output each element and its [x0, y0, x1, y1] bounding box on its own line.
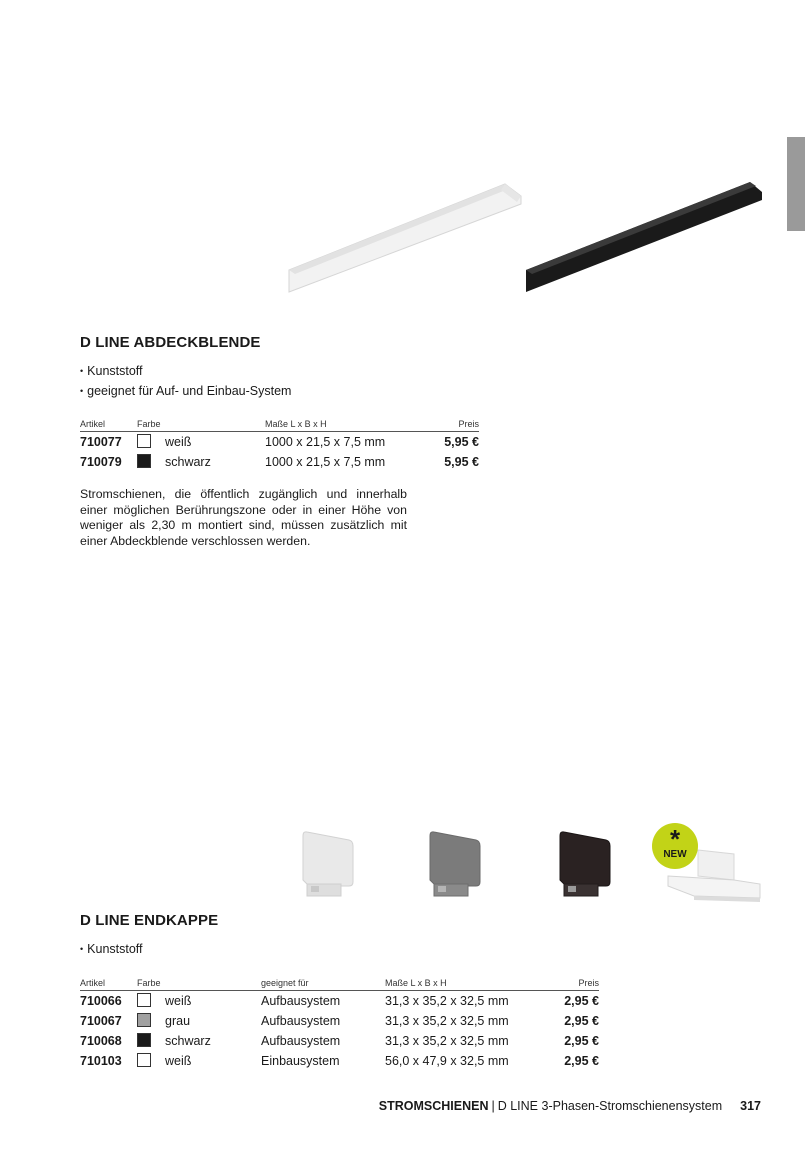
table-header-row [80, 974, 599, 991]
article-number: 710067 [80, 1014, 122, 1028]
dimensions: 31,3 x 35,2 x 32,5 mm [385, 1014, 509, 1028]
color-label: weiß [165, 1053, 192, 1068]
asterisk-icon: * [669, 824, 681, 854]
color-swatch [137, 454, 151, 468]
color-swatch [137, 1013, 151, 1027]
new-badge-label: NEW [663, 849, 687, 860]
color-label: grau [165, 1013, 191, 1028]
endkappe-title: D LINE ENDKAPPE [80, 912, 219, 929]
safety-note: Stromschienen, die öffentlich zugänglich und innerhalb einer möglichen Berührungszone oder in einer Höhe von weniger als 2,30 m montiert sind, müssen zusätzlich mit einer Abdeckblende verschlossen werden. [80, 487, 407, 548]
footer-subtitle: D LINE 3-Phasen-Stromschienensystem [497, 1099, 723, 1113]
footer-separator: | [491, 1099, 495, 1113]
color-label: schwarz [165, 1033, 211, 1048]
table-row [80, 991, 599, 1012]
col-header-preis: Preis [415, 415, 479, 432]
chapter-tab-marker [787, 137, 805, 231]
abdeckblende-feature-list [80, 362, 291, 402]
dimensions: 31,3 x 35,2 x 32,5 mm [385, 1034, 509, 1048]
suitable-for: Aufbausystem [261, 994, 341, 1008]
color-cell [137, 991, 261, 1012]
color-label: schwarz [165, 454, 211, 469]
suitable-for: Einbausystem [261, 1054, 340, 1068]
color-cell [137, 1051, 261, 1071]
color-label: weiß [165, 434, 192, 449]
color-swatch [137, 434, 151, 448]
table-row [80, 1011, 599, 1031]
col-header-artikel: Artikel [80, 415, 137, 432]
feature-item: • geeignet für Auf- und Einbau-System [80, 382, 291, 402]
dimensions: 56,0 x 47,9 x 32,5 mm [385, 1054, 509, 1068]
col-header-masse: Maße L x B x H [385, 974, 539, 991]
price: 2,95 € [564, 1014, 599, 1028]
table-header-row [80, 415, 479, 432]
table-row [80, 1051, 599, 1071]
table-row [80, 432, 479, 453]
price: 5,95 € [444, 455, 479, 469]
price: 5,95 € [444, 435, 479, 449]
col-header-preis: Preis [539, 974, 599, 991]
article-number: 710103 [80, 1054, 122, 1068]
dimensions: 1000 x 21,5 x 7,5 mm [265, 455, 386, 469]
suitable-for: Aufbausystem [261, 1034, 341, 1048]
color-swatch [137, 993, 151, 1007]
dimensions: 31,3 x 35,2 x 32,5 mm [385, 994, 509, 1008]
article-number: 710068 [80, 1034, 122, 1048]
col-header-geeignet: geeignet für [261, 974, 385, 991]
new-badge [652, 823, 698, 869]
price: 2,95 € [564, 1034, 599, 1048]
feature-item: • Kunststoff [80, 362, 291, 382]
abdeckblende-title: D LINE ABDECKBLENDE [80, 334, 261, 351]
color-cell [137, 1031, 261, 1051]
price: 2,95 € [564, 994, 599, 1008]
page-footer [379, 1099, 761, 1113]
end-cap-white-image [295, 828, 361, 900]
suitable-for: Aufbausystem [261, 1014, 341, 1028]
col-header-farbe: Farbe [137, 415, 265, 432]
col-header-masse: Maße L x B x H [265, 415, 415, 432]
article-number: 710077 [80, 435, 122, 449]
color-label: weiß [165, 993, 192, 1008]
col-header-artikel: Artikel [80, 974, 137, 991]
color-swatch [137, 1053, 151, 1067]
end-cap-black-image [552, 828, 618, 900]
article-number: 710079 [80, 455, 122, 469]
table-row [80, 452, 479, 472]
endkappe-table [80, 974, 599, 1071]
table-row [80, 1031, 599, 1051]
color-cell [137, 1011, 261, 1031]
cover-strip-white-image [285, 178, 525, 296]
col-header-farbe: Farbe [137, 974, 261, 991]
dimensions: 1000 x 21,5 x 7,5 mm [265, 435, 386, 449]
footer-section: STROMSCHIENEN [378, 1099, 489, 1113]
end-cap-grey-image [422, 828, 488, 900]
page-number: 317 [740, 1099, 761, 1113]
abdeckblende-table [80, 415, 479, 472]
color-swatch [137, 1033, 151, 1047]
cover-strip-black-image [522, 178, 767, 296]
price: 2,95 € [564, 1054, 599, 1068]
color-cell [137, 452, 265, 472]
endkappe-feature-list [80, 940, 143, 960]
feature-item: • Kunststoff [80, 940, 143, 960]
article-number: 710066 [80, 994, 122, 1008]
color-cell [137, 432, 265, 453]
